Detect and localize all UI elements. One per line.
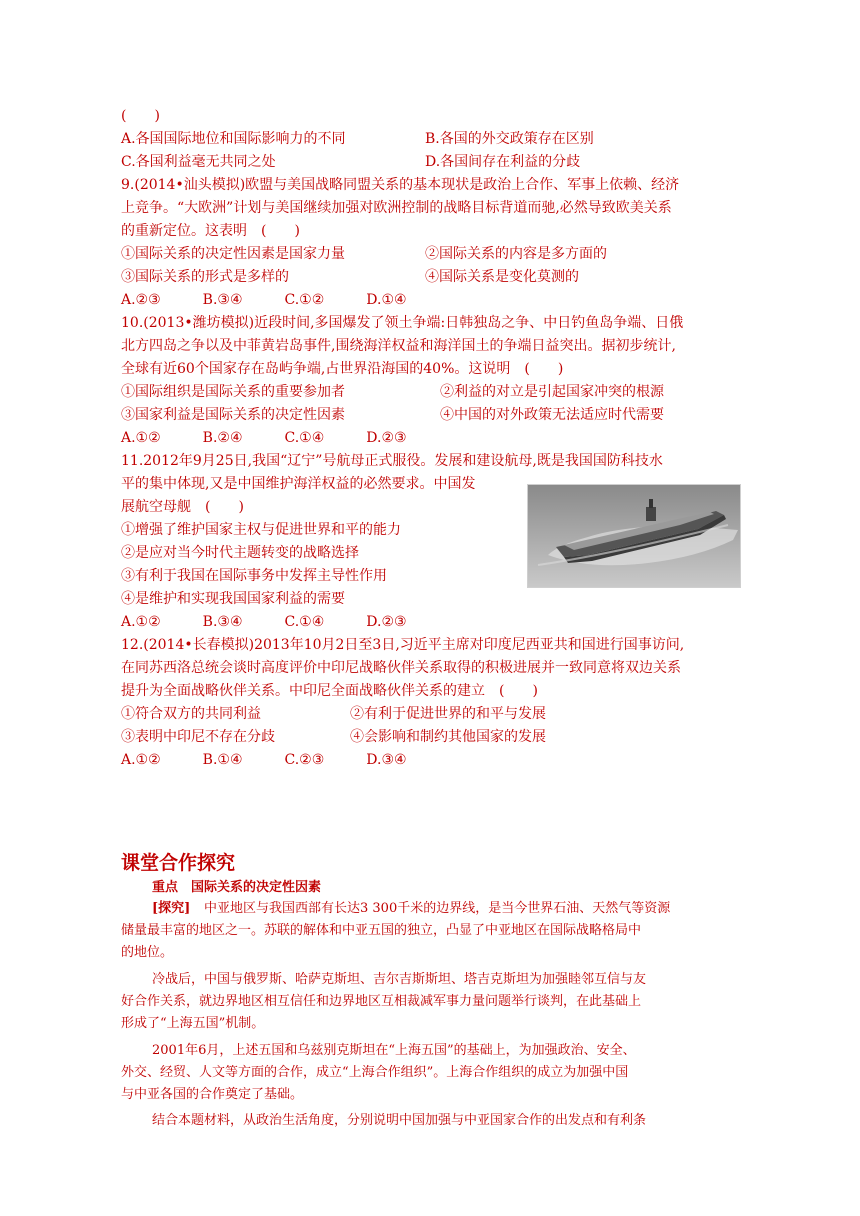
q10-choice: ④中国的对外政策无法适应时代需要 bbox=[440, 407, 664, 423]
q10-stem: 10.(2013•潍坊模拟)近段时间,多国爆发了领土争端:日韩独岛之争、中日钓鱼岛争端、日俄 bbox=[121, 315, 684, 331]
q9-options: A.②③ B.③④ C.①② D.①④ bbox=[121, 292, 407, 308]
q12-choice: ③表明中印尼不存在分歧 bbox=[121, 729, 275, 745]
section-title: 课堂合作探究 bbox=[121, 852, 236, 874]
option-c: C.各国利益毫无共同之处 bbox=[121, 154, 276, 170]
q9-stem: 上竞争。“大欧洲”计划与美国继续加强对欧洲控制的战略目标背道而驰,必然导致欧美关系 bbox=[121, 200, 672, 216]
option-a: A.各国国际地位和国际影响力的不同 bbox=[121, 131, 346, 147]
q9-choice: ③国际关系的形式是多样的 bbox=[121, 269, 289, 285]
q10-options: A.①② B.②④ C.①④ D.②③ bbox=[121, 430, 407, 446]
aircraft-carrier-photo bbox=[527, 484, 741, 588]
explore-line: 与中亚各国的合作奠定了基础。 bbox=[121, 1087, 304, 1102]
q11-choice: ①增强了维护国家主权与促进世界和平的能力 bbox=[121, 522, 401, 538]
section-subtitle: 重点 国际关系的决定性因素 bbox=[152, 880, 322, 895]
q10-choice: ③国家利益是国际关系的决定性因素 bbox=[121, 407, 345, 423]
q12-options: A.①② B.①④ C.②③ D.③④ bbox=[121, 752, 407, 768]
answer-blank: ( ) bbox=[121, 108, 160, 124]
q12-stem: 在同苏西洛总统会谈时高度评价中印尼战略伙伴关系取得的积极进展并一致同意将双边关系 bbox=[121, 660, 681, 676]
q12-choice: ④会影响和制约其他国家的发展 bbox=[350, 729, 546, 745]
q10-choice: ②利益的对立是引起国家冲突的根源 bbox=[440, 384, 664, 400]
explore-line: 好合作关系，就边界地区相互信任和边界地区互相裁减军事力量问题举行谈判，在此基础上 bbox=[121, 994, 642, 1009]
option-d: D.各国间存在利益的分歧 bbox=[425, 154, 581, 170]
q11-stem: 展航空母舰 ( ) bbox=[121, 499, 244, 515]
explore-line: 外交、经贸、人文等方面的合作，成立“上海合作组织”。上海合作组织的成立为加强中国 bbox=[121, 1065, 629, 1080]
q12-stem: 提升为全面战略伙伴关系。中印尼全面战略伙伴关系的建立 ( ) bbox=[121, 683, 538, 699]
q11-choice: ②是应对当今时代主题转变的战略选择 bbox=[121, 545, 359, 561]
q9-stem: 的重新定位。这表明 ( ) bbox=[121, 223, 300, 239]
explore-line: 形成了“上海五国”机制。 bbox=[121, 1016, 265, 1031]
q11-stem: 11.2012年9月25日,我国“辽宁”号航母正式服役。发展和建设航母,既是我国国防科技水 bbox=[121, 453, 663, 469]
q11-choice: ④是维护和实现我国国家利益的需要 bbox=[121, 591, 345, 607]
q11-choice: ③有利于我国在国际事务中发挥主导性作用 bbox=[121, 568, 387, 584]
q11-options: A.①② B.③④ C.①④ D.②③ bbox=[121, 614, 407, 630]
q9-choice: ④国际关系是变化莫测的 bbox=[425, 269, 579, 285]
q11-stem: 平的集中体现,又是中国维护海洋权益的必然要求。中国发 bbox=[121, 476, 476, 492]
explore-line: 中亚地区与我国西部有长达3 300千米的边界线，是当今世界石油、天然气等资源 bbox=[204, 901, 671, 916]
q10-choice: ①国际组织是国际关系的重要参加者 bbox=[121, 384, 345, 400]
explore-line: 的地位。 bbox=[121, 945, 174, 960]
explore-line: 储量最丰富的地区之一。苏联的解体和中亚五国的独立，凸显了中亚地区在国际战略格局中 bbox=[121, 923, 642, 938]
option-b: B.各国的外交政策存在区别 bbox=[425, 131, 594, 147]
explore-line: 2001年6月，上述五国和乌兹别克斯坦在“上海五国”的基础上，为加强政治、安全、 bbox=[152, 1043, 636, 1058]
q12-stem: 12.(2014•长春模拟)2013年10月2日至3日,习近平主席对印度尼西亚共和国进行国事访问, bbox=[121, 637, 685, 653]
q9-choice: ①国际关系的决定性因素是国家力量 bbox=[121, 246, 345, 262]
q10-stem: 北方四岛之争以及中菲黄岩岛事件,围绕海洋权益和海洋国土的争端日益突出。据初步统计, bbox=[121, 338, 676, 354]
explore-tag: [探究] bbox=[152, 901, 191, 916]
q10-stem: 全球有近60个国家存在岛屿争端,占世界沿海国的40%。这说明 ( ) bbox=[121, 361, 564, 377]
q12-choice: ②有利于促进世界的和平与发展 bbox=[350, 706, 546, 722]
q9-choice: ②国际关系的内容是多方面的 bbox=[425, 246, 607, 262]
q9-stem: 9.(2014•汕头模拟)欧盟与美国战略同盟关系的基本现状是政治上合作、军事上依赖、经济 bbox=[121, 177, 680, 193]
explore-line: 冷战后，中国与俄罗斯、哈萨克斯坦、吉尔吉斯斯坦、塔吉克斯坦为加强睦邻互信与友 bbox=[152, 972, 647, 987]
explore-line: 结合本题材料，从政治生活角度，分别说明中国加强与中亚国家合作的出发点和有利条 bbox=[152, 1113, 647, 1128]
q12-choice: ①符合双方的共同利益 bbox=[121, 706, 261, 722]
